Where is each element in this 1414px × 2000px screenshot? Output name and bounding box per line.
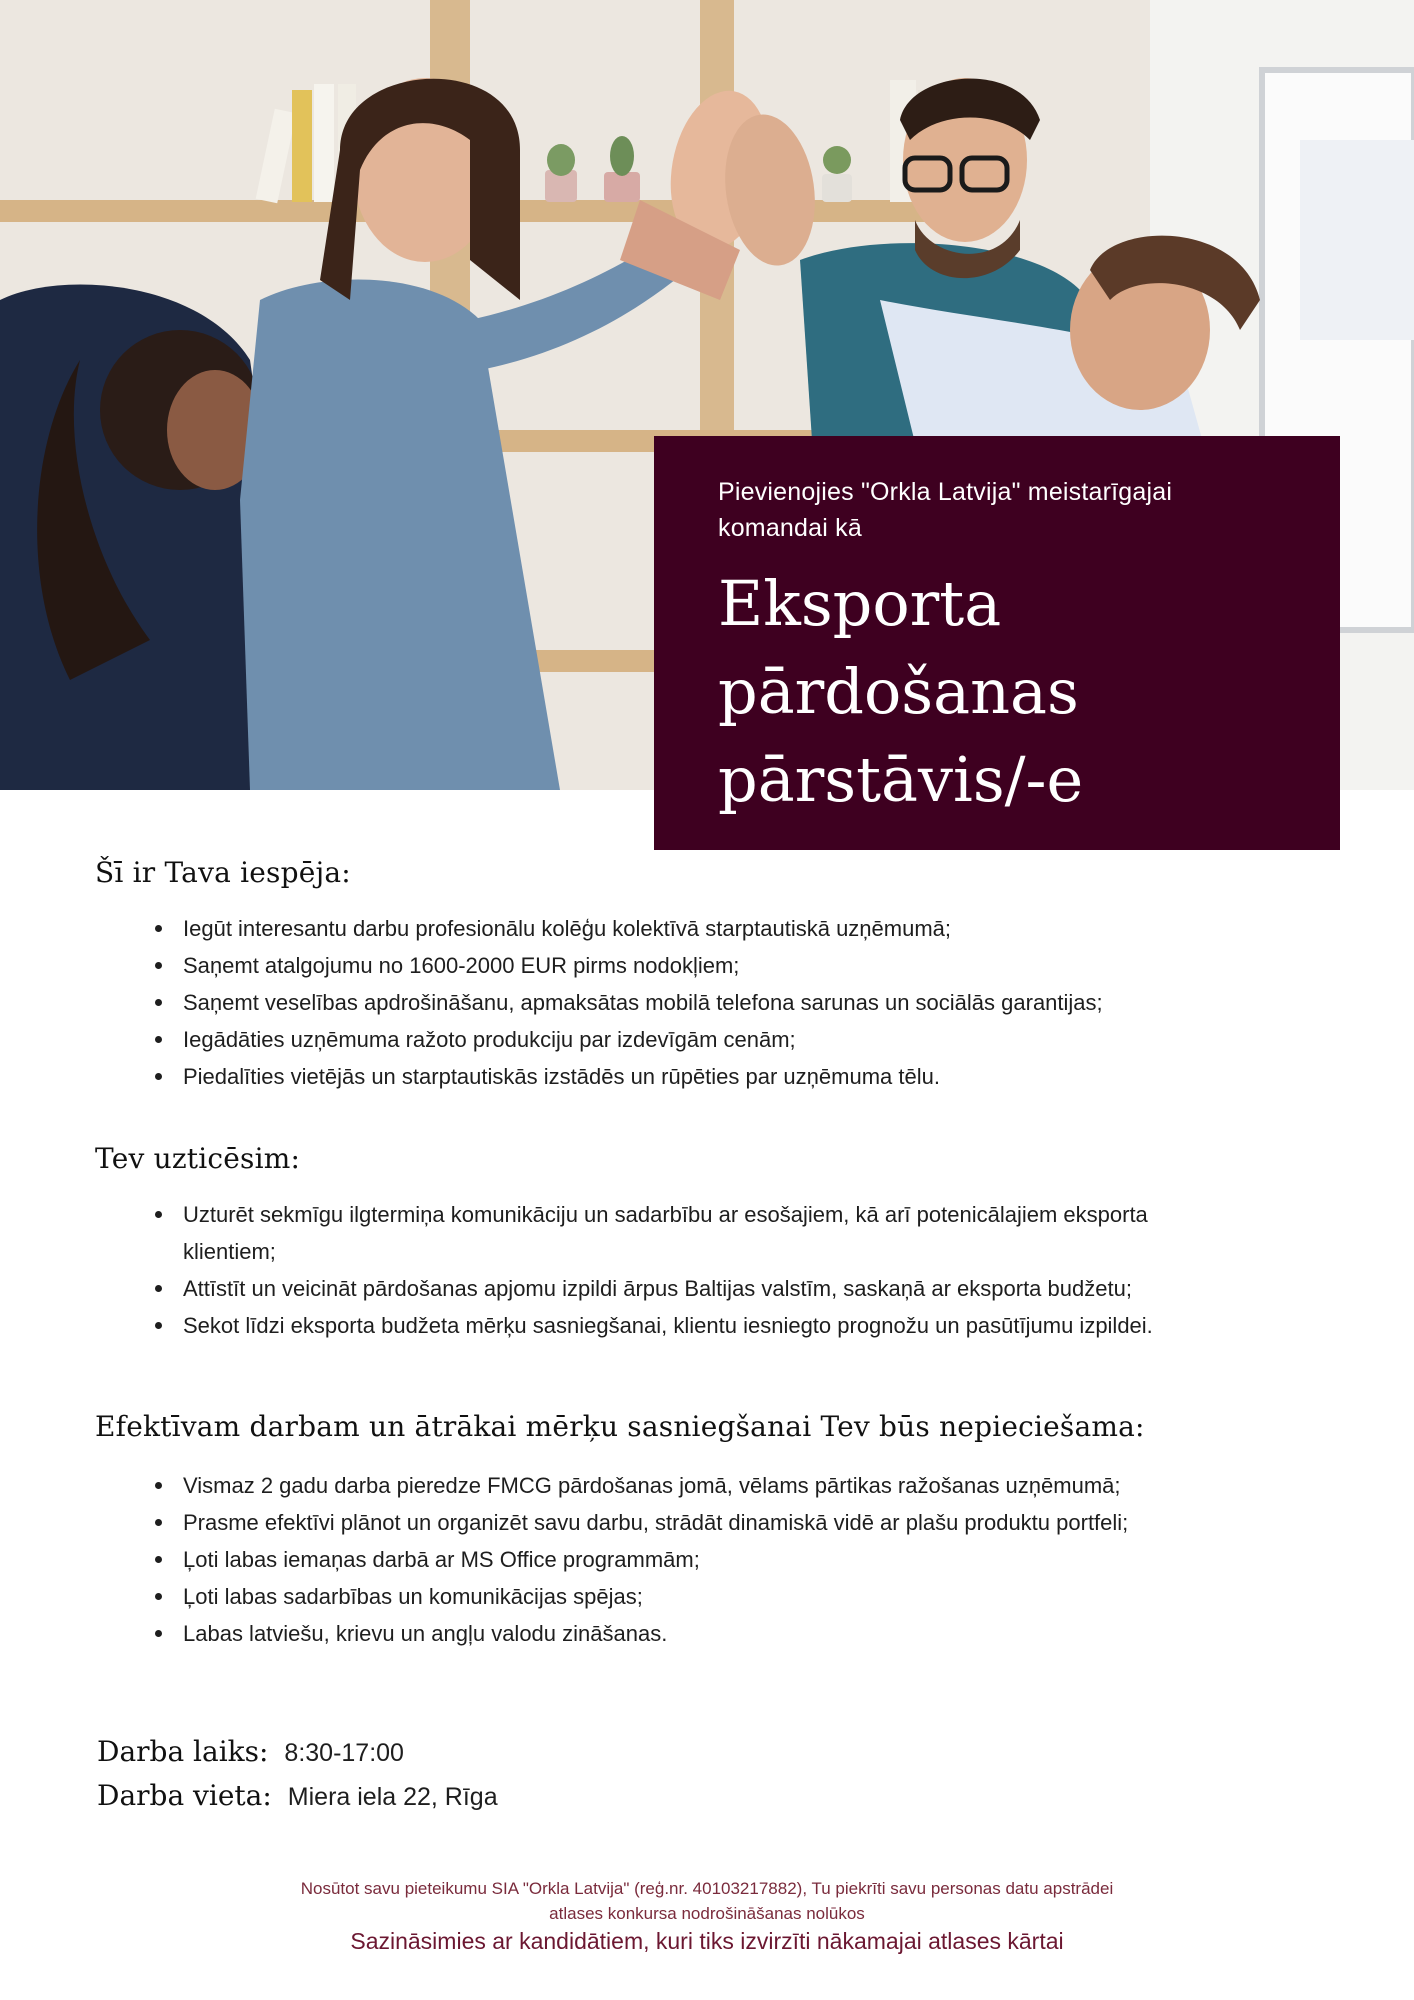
job-title (718, 560, 1280, 824)
list-item: Attīstīt un veicināt pārdošanas apjomu izpildi ārpus Baltijas valstīm, saskaņā ar eksporta budžetu; (155, 1270, 1215, 1307)
section-heading-opportunity: Šī ir Tava iespēja: (95, 856, 351, 889)
section-heading-requirements: Efektīvam darbam un ātrākai mērķu sasniegšanai Tev būs nepieciešama: (95, 1410, 1145, 1443)
list-item: Uzturēt sekmīgu ilgtermiņa komunikāciju un sadarbību ar esošajiem, kā arī potenicālajiem eksporta klientiem; (155, 1196, 1215, 1270)
contact-note: Sazināsimies ar kandidātiem, kuri tiks izvirzīti nākamajai atlases kārtai (350, 1928, 1064, 1954)
list-item: Sekot līdzi eksporta budžeta mērķu sasniegšanai, klientu iesniegto prognožu un pasūtījumu izpildei. (155, 1307, 1215, 1344)
list-item: Saņemt atalgojumu no 1600-2000 EUR pirms nodokļiem; (155, 947, 1295, 984)
list-item: Prasme efektīvi plānot un organizēt savu darbu, strādāt dinamiskā vidē ar plašu produktu portfeli; (155, 1504, 1215, 1541)
job-title-line: pārdošanas (718, 655, 1079, 728)
work-location-value: Miera iela 22, Rīga (287, 1783, 498, 1811)
disclaimer-line: Nosūtot savu pieteikumu SIA "Orkla Latvija" (reģ.nr. 40103217882), Tu piekrīti savu personas datu apstrādei (300, 1879, 1114, 1898)
list-item: Vismaz 2 gadu darba pieredze FMCG pārdošanas jomā, vēlams pārtikas ražošanas uzņēmumā; (155, 1467, 1215, 1504)
title-card (654, 436, 1340, 850)
responsibilities-list (155, 1196, 1215, 1344)
job-title-line: pārstāvis/-e (718, 743, 1084, 816)
list-item: Saņemt veselības apdrošināšanu, apmaksātas mobilā telefona sarunas un sociālās garantijas; (155, 984, 1295, 1021)
requirements-list (155, 1467, 1215, 1652)
list-item: Ļoti labas sadarbības un komunikācijas spējas; (155, 1578, 1215, 1615)
list-item: Iegūt interesantu darbu profesionālu kolēģu kolektīvā starptautiskā uzņēmumā; (155, 910, 1295, 947)
work-location (97, 1779, 498, 1812)
working-hours (97, 1735, 404, 1768)
title-intro: Pievienojies "Orkla Latvija" meistarīgajai komandai kā (718, 478, 1173, 542)
disclaimer-line: atlases konkursa nodrošināšanas nolūkos (549, 1904, 865, 1923)
working-hours-value: 8:30-17:00 (284, 1739, 404, 1767)
list-item: Ļoti labas iemaņas darbā ar MS Office programmām; (155, 1541, 1215, 1578)
opportunity-list (155, 910, 1295, 1095)
privacy-disclaimer (0, 1876, 1414, 1926)
list-item: Iegādāties uzņēmuma ražoto produkciju par izdevīgām cenām; (155, 1021, 1295, 1058)
working-hours-label: Darba laiks: (97, 1735, 269, 1768)
list-item: Labas latviešu, krievu un angļu valodu zināšanas. (155, 1615, 1215, 1652)
work-location-label: Darba vieta: (97, 1779, 272, 1812)
section-heading-responsibilities: Tev uzticēsim: (95, 1142, 301, 1175)
list-item: Piedalīties vietējās un starptautiskās izstādēs un rūpēties par uzņēmuma tēlu. (155, 1058, 1295, 1095)
job-title-line: Eksporta (718, 567, 1002, 640)
